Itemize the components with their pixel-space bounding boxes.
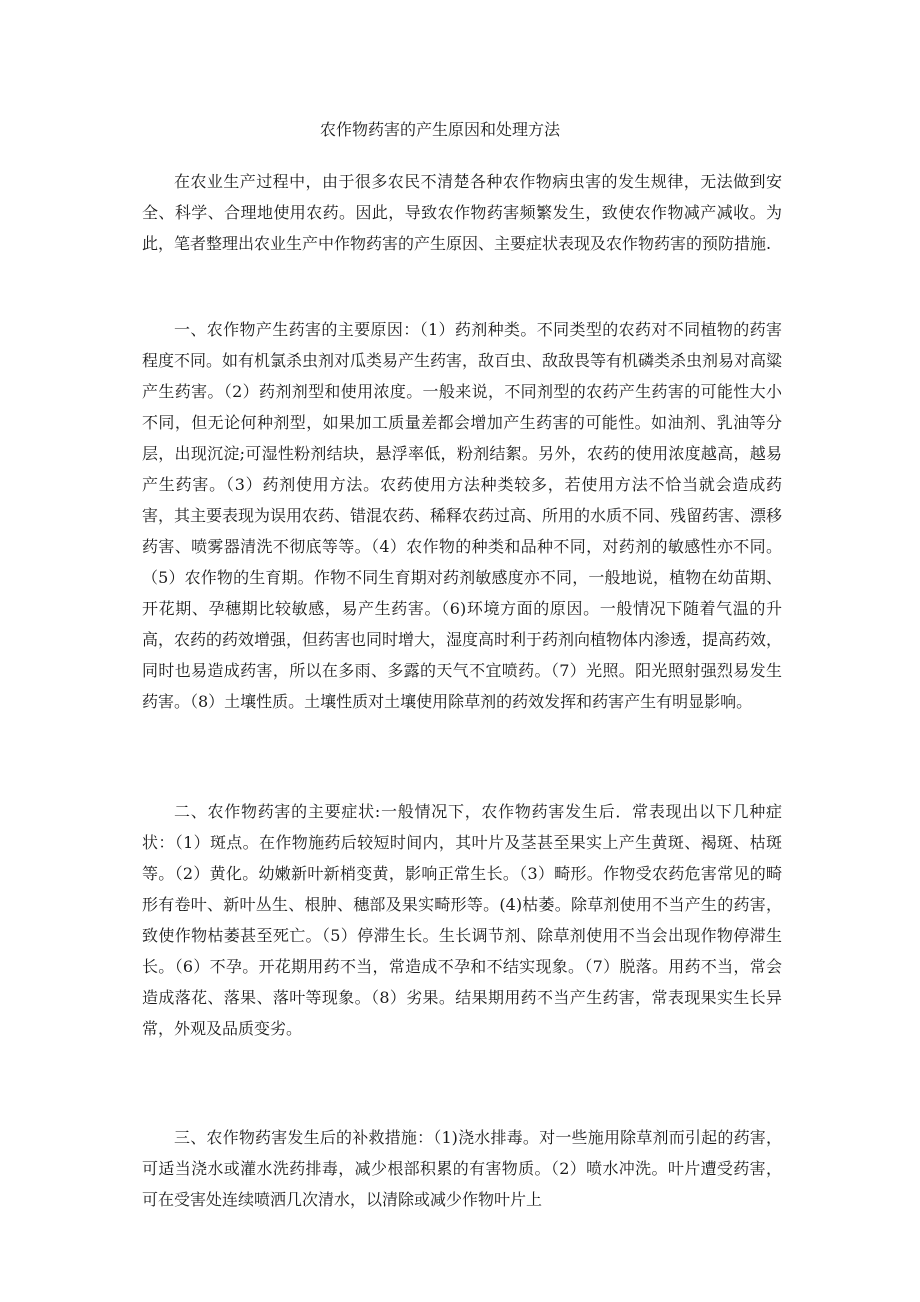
document-title: 农作物药害的产生原因和处理方法 <box>319 120 560 139</box>
paragraph-causes: 一、农作物产生药害的主要原因：（1）药剂种类。不同类型的农药对不同植物的药害程度不同。如有机氯杀虫剂对瓜类易产生药害，敌百虫、敌敌畏等有机磷类杀虫剂易对高粱产生药害。（2）药剂剂型和使用浓度。一般来说，不同剂型的农药产生药害的可能性大小不同，但无论何种剂型，如果加工质量差都会增加产生药害的可能性。如油剂、乳油等分层，出现沉淀;可湿性粉剂结块，悬浮率低，粉剂结絮。另外，农药的使用浓度越高，越易产生药害。（3）药剂使用方法。农药使用方法种类较多，若使用方法不恰当就会造成药害，其主要表现为误用农药、错混农药、稀释农药过高、所用的水质不同、残留药害、漂移药害、喷雾器清洗不彻底等等。（4）农作物的种类和品种不同，对药剂的敏感性亦不同。（5）农作物的生育期。作物不同生育期对药剂敏感度亦不同，一般地说，植物在幼苗期、开花期、孕穗期比较敏感，易产生药害。（6)环境方面的原因。一般情况下随着气温的升高，农药的药效增强，但药害也同时增大，湿度高时利于药剂向植物体内渗透，提高药效，同时也易造成药害，所以在多雨、多露的天气不宜喷药。（7）光照。阳光照射强烈易发生药害。（8）土壤性质。土壤性质对土壤使用除草剂的药效发挥和药害产生有明显影响。 <box>142 320 783 711</box>
paragraph-symptoms: 二、农作物药害的主要症状:一般情况下，农作物药害发生后．常表现出以下几种症状：（1）斑点。在作物施药后较短时间内，其叶片及茎甚至果实上产生黄斑、褐斑、枯斑等。（2）黄化。幼嫩新叶新梢变黄，影响正常生长。（3）畸形。作物受农药危害常见的畸形有卷叶、新叶丛生、根肿、穗部及果实畸形等。(4)枯萎。除草剂使用不当产生的药害，致使作物枯萎甚至死亡。（5）停滞生长。生长调节剂、除草剂使用不当会出现作物停滞生长。（6）不孕。开花期用药不当，常造成不孕和不结实现象。（7）脱落。用药不当，常会造成落花、落果、落叶等现象。（8）劣果。结果期用药不当产生药害，常表现果实生长异常，外观及品质变劣。 <box>142 802 782 1038</box>
paragraph-intro: 在农业生产过程中，由于很多农民不清楚各种农作物病虫害的发生规律，无法做到安全、科学、合理地使用农药。因此，导致农作物药害频繁发生，致使农作物减产减收。为此，笔者整理出农业生产中作物药害的产生原因、主要症状表现及农作物药害的预防措施. <box>142 172 782 253</box>
paragraph-remedies: 三、农作物药害发生后的补救措施：（1)浇水排毒。对一些施用除草剂而引起的药害，可适当浇水或灌水洗药排毒，减少根部积累的有害物质。（2）喷水冲洗。叶片遭受药害，可在受害处连续喷洒几次清水，以清除或减少作物叶片上 <box>142 1128 782 1209</box>
